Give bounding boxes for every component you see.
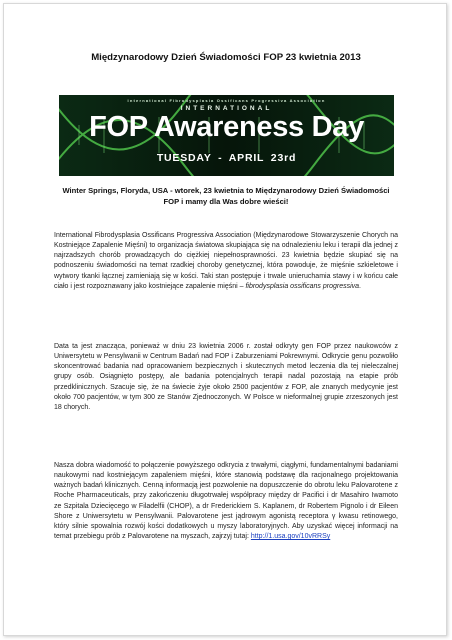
paragraph-good-news-text: Nasza dobra wiadomość to połączenie powyższego odkrycia z trwałymi, ciągłymi, fundamentalnymi badaniami naukowymi nad kostniejącym zapaleniem mięśni, które stanowią podstawę dla racjonalnego projektowania ważnych badań klinicznych. Cenną informacją jest pozwolenie na dopuszczenie do obrotu leku Palovarotene z Roche Pharmaceuticals, przy zakończeniu długotrwałej współpracy między dr Pacifici i dr Masahiro Iwamoto ze Szpitala Dziecięcego w Filadelfii (CHOP), a dr Frederickiem S. Kaplanem, dr Robertem Pignolo i dr Eileen Shore z Uniwersytetu w Pensylwanii. Palovarotene jest jądrowym agonistą receptora γ kwasu retinowego, który silnie spowalnia rozwój kości dodatkowych u myszy laboratoryjnych. Aby uzyskać więcej informacji na temat przebiegu prób z Palovarotene na myszach, zajrzyj tutaj: [54,462,398,541]
international-label: INTERNATIONAL [180,105,273,112]
association-line: International Fibrodysplasia Ossificans Progressiva Association [127,98,326,103]
paragraph-intro-text: International Fibrodysplasia Ossificans Progressiva Association (Międzynarodowe Stowarzyszenie Chorych na Kostniejące Zapalenie Mięśni) to organizacja światowa skupiająca się na odnalezieniu leku i terapii dla jednej z najrzadszych chorób prowadzących do ciężkiej niepełnosprawności. 23 kwietnia będzie skupiać się na podnoszeniu świadomości na temat rzadkiej choroby genetycznej, która powoduje, że mięśnie szkieletowe i wytwory tkanki łącznej zamieniają się w kości. Taki stan postępuje i trwale unieruchamia stawy i w końcu całe ciało i jest rozpoznawany jako kostniejące zapalenie mięśni – [54,232,398,290]
paragraph-good-news [54,461,398,542]
awareness-day-banner [59,95,394,176]
paragraph-intro [54,231,398,292]
banner-date: TUESDAY - APRIL 23rd [156,152,297,164]
document-subtitle: Winter Springs, Floryda, USA - wtorek, 23 kwietnia to Międzynarodowy Dzień Świadomości FOP i mamy dla Was dobre wieści! [62,186,390,206]
banner-heading: FOP Awareness Day [89,111,364,143]
paragraph-gene-discovery: Data ta jest znacząca, ponieważ w dniu 23 kwietnia 2006 r. został odkryty gen FOP przez naukowców z Uniwersytetu w Pensylwanii w Centrum Badań nad FOP i Zaburzeniami Pokrewnymi. Odkrycie genu pozwoliło skoncentrować badania nad opracowaniem bezpiecznych i skutecznych metod leczenia dla tej nieleczalnej grupy osób. Osiągnięto postępy, ale badania potencjalnych terapii nadal pozostają na etapie prób przedklinicznych. Szacuje się, że na świecie żyje około 2500 pacjentów z FOP, ale znanych medycynie jest około 700 pacjentów, w tym 300 ze Stanów Zjednoczonych. W Polsce w nieformalnej grupie zrzeszonych jest 18 chorych. [54,343,398,411]
paragraph-intro-end: . [359,282,361,290]
more-info-link[interactable]: http://1.usa.gov/10vRRSy [250,533,331,541]
document-title: Międzynarodowy Dzień Świadomości FOP 23 kwietnia 2013 [91,52,361,63]
disease-name-emphasis: fibrodysplasia ossificans progressiva [245,282,360,290]
